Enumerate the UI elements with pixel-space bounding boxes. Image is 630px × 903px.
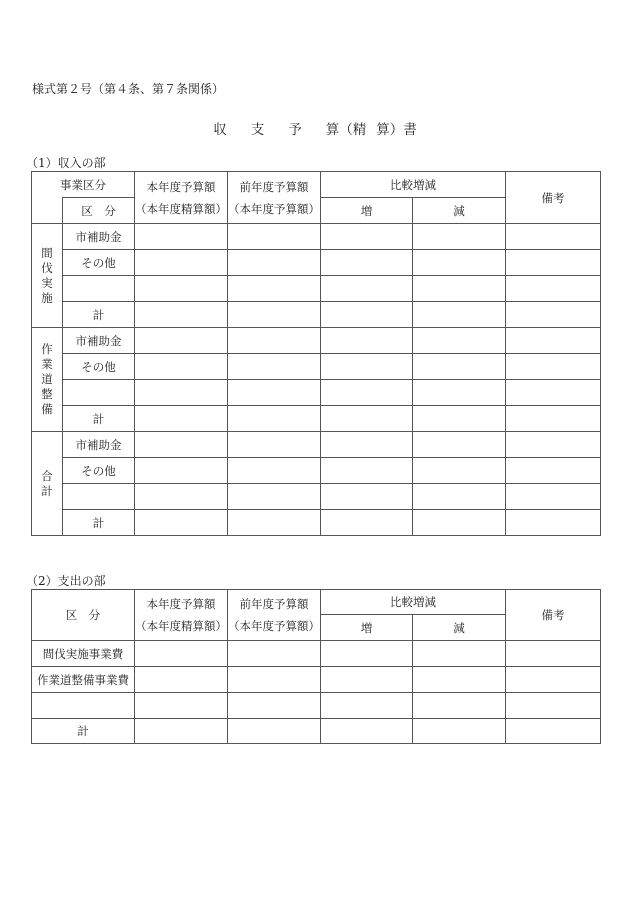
header-current-budget — [135, 172, 228, 224]
row-label: その他 — [63, 458, 135, 484]
cell-remarks[interactable] — [506, 458, 601, 484]
header-business-category: 事業区分 — [32, 172, 135, 198]
group-char: 合 — [41, 468, 53, 483]
row-label: その他 — [63, 250, 135, 276]
cell-previous[interactable] — [228, 406, 321, 432]
cell-remarks[interactable] — [506, 380, 601, 406]
cell-decrease[interactable] — [413, 458, 506, 484]
expense-table — [31, 589, 601, 744]
cell-current[interactable] — [135, 406, 228, 432]
cell-previous[interactable] — [228, 484, 321, 510]
group-label-thinning — [32, 224, 63, 328]
cell-current[interactable] — [135, 224, 228, 250]
header-current-budget-line2: （本年度精算額） — [135, 201, 227, 216]
header-increase: 増 — [321, 198, 413, 224]
header-prev-budget-line2: （本年度予算額） — [228, 619, 320, 633]
cell-decrease[interactable] — [413, 667, 506, 693]
cell-previous[interactable] — [228, 380, 321, 406]
cell-remarks[interactable] — [506, 432, 601, 458]
cell-increase[interactable] — [321, 276, 413, 302]
header-comparison: 比較増減 — [321, 172, 506, 198]
cell-previous[interactable] — [228, 354, 321, 380]
cell-remarks[interactable] — [506, 328, 601, 354]
group-char: 実 — [41, 275, 53, 290]
cell-increase[interactable] — [321, 250, 413, 276]
cell-remarks[interactable] — [506, 276, 601, 302]
cell-current[interactable] — [135, 380, 228, 406]
cell-current[interactable] — [135, 719, 228, 744]
cell-current[interactable] — [135, 641, 228, 667]
group-label-work-road — [32, 328, 63, 432]
cell-current[interactable] — [135, 667, 228, 693]
cell-decrease[interactable] — [413, 302, 506, 328]
row-label: 市補助金 — [63, 224, 135, 250]
group-char: 整 — [41, 387, 53, 401]
cell-decrease[interactable] — [413, 693, 506, 719]
cell-increase[interactable] — [321, 693, 413, 719]
group-char: 間 — [41, 245, 53, 260]
cell-remarks[interactable] — [506, 719, 601, 744]
cell-increase[interactable] — [321, 719, 413, 744]
form-number: 様式第２号（第４条、第７条関係） — [32, 82, 225, 96]
cell-increase[interactable] — [321, 328, 413, 354]
cell-remarks[interactable] — [506, 484, 601, 510]
cell-current[interactable] — [135, 328, 228, 354]
cell-increase[interactable] — [321, 224, 413, 250]
cell-decrease[interactable] — [413, 484, 506, 510]
group-char: 道 — [41, 372, 53, 386]
cell-remarks[interactable] — [506, 641, 601, 667]
cell-increase[interactable] — [321, 667, 413, 693]
header-current-budget-line1: 本年度予算額 — [146, 597, 216, 611]
cell-previous[interactable] — [228, 250, 321, 276]
cell-previous[interactable] — [228, 641, 321, 667]
cell-increase[interactable] — [321, 484, 413, 510]
header-current-budget-line2: （本年度精算額） — [135, 619, 227, 633]
cell-decrease[interactable] — [413, 276, 506, 302]
cell-previous[interactable] — [228, 328, 321, 354]
row-label[interactable] — [63, 276, 135, 302]
cell-increase[interactable] — [321, 510, 413, 536]
cell-decrease[interactable] — [413, 250, 506, 276]
cell-decrease[interactable] — [413, 510, 506, 536]
header-category: 区 分 — [32, 590, 135, 641]
cell-increase[interactable] — [321, 302, 413, 328]
cell-decrease[interactable] — [413, 328, 506, 354]
row-label: 作業道整備事業費 — [32, 667, 135, 693]
cell-decrease[interactable] — [413, 641, 506, 667]
header-decrease: 減 — [413, 198, 506, 224]
row-label-total: 計 — [32, 719, 135, 744]
row-label[interactable] — [32, 693, 135, 719]
income-table — [31, 171, 601, 536]
cell-previous[interactable] — [228, 276, 321, 302]
header-decrease: 減 — [413, 615, 506, 641]
cell-decrease[interactable] — [413, 224, 506, 250]
header-prev-budget-line2: （本年度予算額） — [228, 201, 320, 216]
row-label[interactable] — [63, 380, 135, 406]
cell-current[interactable] — [135, 458, 228, 484]
group-char: 作 — [41, 342, 53, 356]
group-label-total — [32, 432, 63, 536]
header-prev-budget-line1: 前年度予算額 — [239, 597, 309, 611]
cell-previous[interactable] — [228, 224, 321, 250]
header-blank — [32, 198, 63, 224]
header-category: 区 分 — [63, 198, 135, 224]
title-char: 算（精 — [325, 122, 367, 138]
cell-increase[interactable] — [321, 406, 413, 432]
header-prev-budget — [228, 172, 321, 224]
header-remarks: 備考 — [506, 590, 601, 641]
cell-previous[interactable] — [228, 510, 321, 536]
cell-decrease[interactable] — [413, 719, 506, 744]
cell-remarks[interactable] — [506, 224, 601, 250]
row-label: 市補助金 — [63, 328, 135, 354]
cell-current[interactable] — [135, 484, 228, 510]
header-comparison: 比較増減 — [321, 590, 506, 615]
title-char: 収 — [213, 122, 227, 138]
cell-previous[interactable] — [228, 302, 321, 328]
cell-current[interactable] — [135, 302, 228, 328]
cell-previous[interactable] — [228, 667, 321, 693]
cell-previous[interactable] — [228, 458, 321, 484]
cell-remarks[interactable] — [506, 406, 601, 432]
cell-remarks[interactable] — [506, 250, 601, 276]
group-char: 計 — [41, 483, 53, 498]
title-char: 支 — [250, 122, 265, 138]
title-char: 算）書 — [376, 122, 417, 138]
cell-decrease[interactable] — [413, 432, 506, 458]
cell-previous[interactable] — [228, 693, 321, 719]
cell-decrease[interactable] — [413, 406, 506, 432]
row-label-subtotal: 計 — [63, 406, 135, 432]
cell-decrease[interactable] — [413, 380, 506, 406]
cell-remarks[interactable] — [506, 667, 601, 693]
row-label: その他 — [63, 354, 135, 380]
header-prev-budget — [228, 590, 321, 641]
group-char: 施 — [41, 290, 53, 305]
group-char: 備 — [41, 402, 53, 416]
header-current-budget-line1: 本年度予算額 — [146, 179, 216, 194]
cell-previous[interactable] — [228, 719, 321, 744]
cell-remarks[interactable] — [506, 510, 601, 536]
expense-section-label: （2）支出の部 — [26, 574, 106, 588]
income-section-label: （1）収入の部 — [26, 156, 106, 170]
cell-increase[interactable] — [321, 458, 413, 484]
cell-current[interactable] — [135, 432, 228, 458]
row-label-subtotal: 計 — [63, 510, 135, 536]
row-label-subtotal: 計 — [63, 302, 135, 328]
header-prev-budget-line1: 前年度予算額 — [239, 179, 309, 194]
title-char: 予 — [288, 122, 302, 138]
cell-current[interactable] — [135, 250, 228, 276]
header-remarks: 備考 — [506, 172, 601, 224]
group-char: 業 — [41, 357, 53, 371]
header-increase: 増 — [321, 615, 413, 641]
cell-remarks[interactable] — [506, 693, 601, 719]
row-label: 間伐実施事業費 — [32, 641, 135, 667]
cell-current[interactable] — [135, 693, 228, 719]
cell-increase[interactable] — [321, 380, 413, 406]
document-title — [0, 118, 630, 138]
cell-previous[interactable] — [228, 432, 321, 458]
cell-decrease[interactable] — [413, 354, 506, 380]
cell-current[interactable] — [135, 276, 228, 302]
cell-current[interactable] — [135, 510, 228, 536]
row-label: 市補助金 — [63, 432, 135, 458]
cell-increase[interactable] — [321, 432, 413, 458]
cell-increase[interactable] — [321, 354, 413, 380]
cell-remarks[interactable] — [506, 302, 601, 328]
cell-current[interactable] — [135, 354, 228, 380]
cell-remarks[interactable] — [506, 354, 601, 380]
header-current-budget — [135, 590, 228, 641]
row-label[interactable] — [63, 484, 135, 510]
cell-increase[interactable] — [321, 641, 413, 667]
group-char: 伐 — [41, 260, 53, 275]
